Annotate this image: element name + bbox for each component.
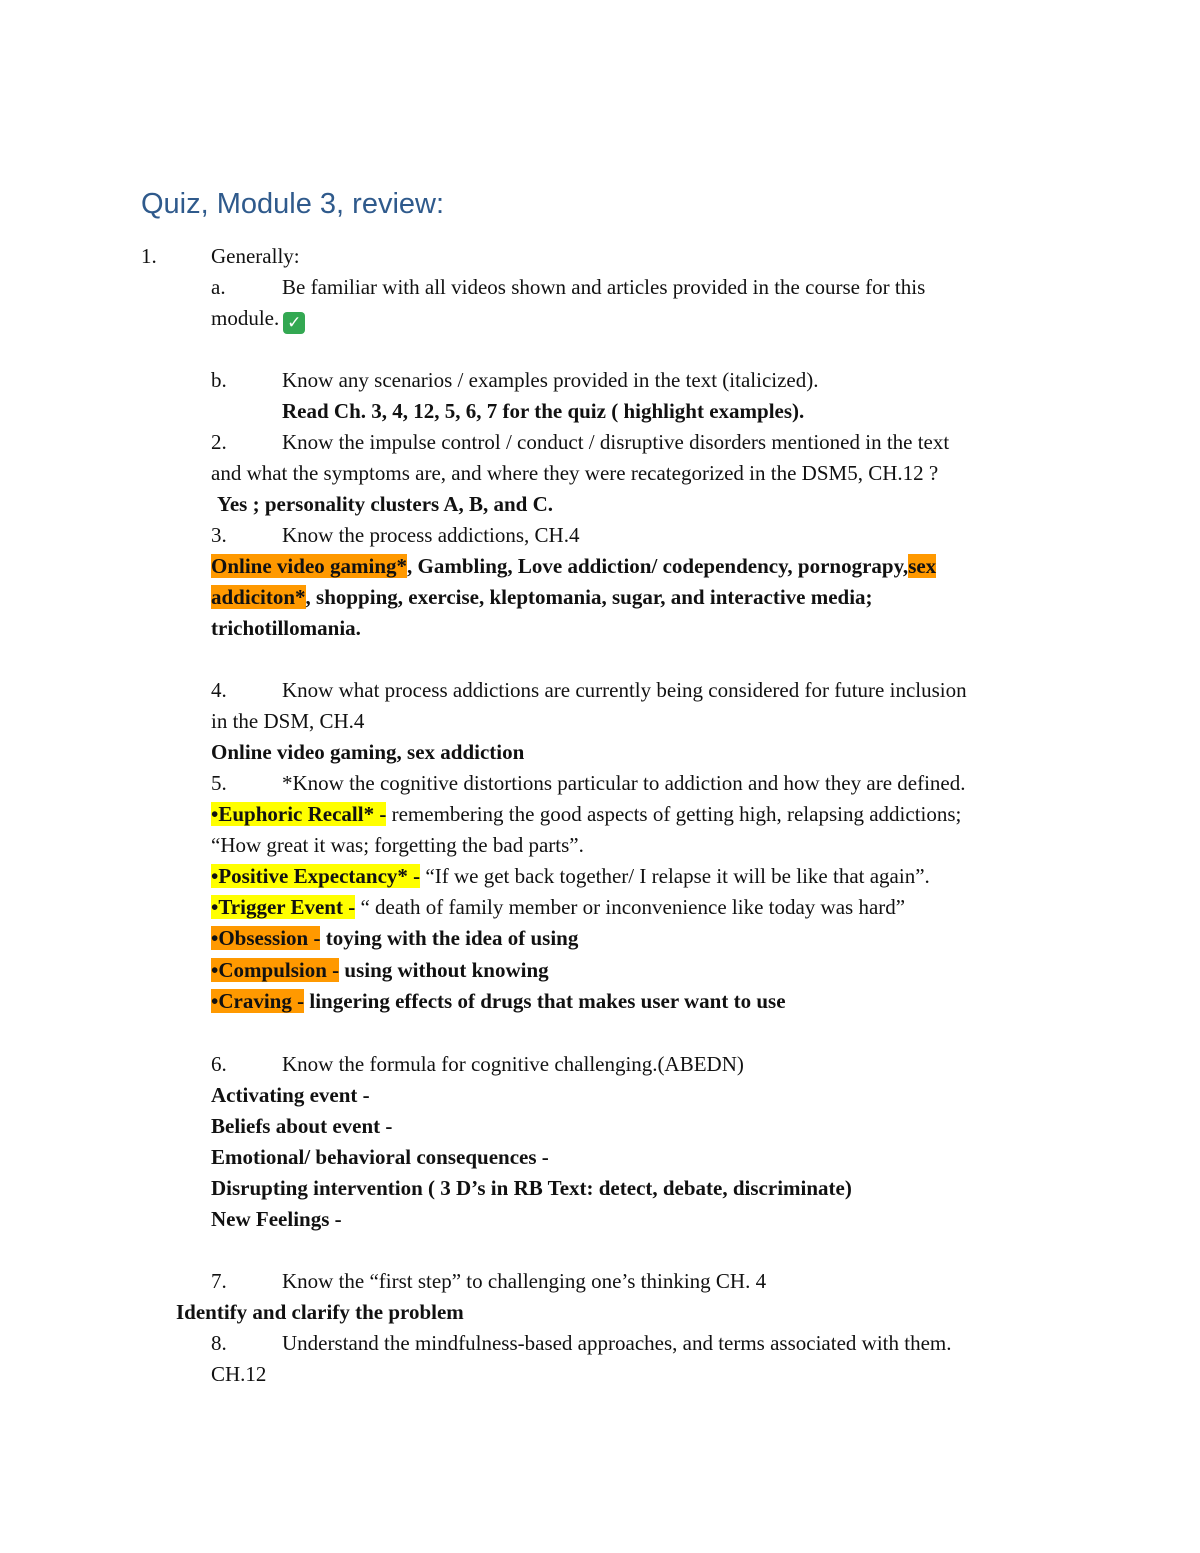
item-text: in the DSM, CH.4	[211, 709, 365, 733]
definition-text: “ death of family member or inconvenience like today was hard”	[355, 895, 906, 919]
definition-text: “If we get back together/ I relapse it will be like that again”.	[420, 864, 930, 888]
check-mark-icon: ✓	[283, 312, 305, 334]
answer-text: Identify and clarify the problem	[176, 1300, 464, 1324]
answer-text: Read Ch. 3, 4, 12, 5, 6, 7 for the quiz ( highlight examples).	[282, 399, 805, 423]
definition-text: “How great it was; forgetting the bad parts”.	[211, 833, 584, 857]
item-text: Know the “first step” to challenging one’s thinking CH. 4	[282, 1269, 767, 1293]
answer-line	[211, 551, 936, 582]
highlighted-term: addiciton*	[211, 585, 306, 609]
formula-line: Beliefs about event -	[211, 1114, 393, 1138]
highlighted-term: •Positive Expectancy* -	[211, 864, 421, 888]
item-number: 7.	[211, 1269, 227, 1293]
item-text: Know the impulse control / conduct / disruptive disorders mentioned in the text	[282, 430, 950, 454]
item-text: Know the formula for cognitive challenging.(ABEDN)	[282, 1052, 744, 1076]
definition-text: using without knowing	[339, 958, 549, 982]
definition-text: lingering effects of drugs that makes user want to use	[304, 989, 786, 1013]
distortion-craving	[211, 986, 786, 1017]
formula-line: Activating event -	[211, 1083, 370, 1107]
answer-text: trichotillomania.	[211, 616, 361, 640]
distortion-trigger-event	[211, 892, 905, 923]
subitem-label: a.	[211, 275, 226, 299]
formula-line: Emotional/ behavioral consequences -	[211, 1145, 549, 1169]
definition-text: toying with the idea of using	[320, 926, 579, 950]
highlighted-term: •Obsession -	[211, 926, 321, 950]
answer-text: Online video gaming, sex addiction	[211, 740, 525, 764]
highlighted-term: •Craving -	[211, 989, 305, 1013]
formula-line: New Feelings -	[211, 1207, 342, 1231]
formula-line: Disrupting intervention ( 3 D’s in RB Text: detect, debate, discriminate)	[211, 1176, 852, 1200]
answer-text: , Gambling, Love addiction/ codependency, pornograpy,	[407, 554, 909, 578]
highlighted-term: •Compulsion -	[211, 958, 340, 982]
subitem-text: Know any scenarios / examples provided in the text (italicized).	[282, 368, 819, 392]
distortion-obsession	[211, 923, 578, 954]
item-number: 5.	[211, 771, 227, 795]
item-text: Understand the mindfulness-based approaches, and terms associated with them.	[282, 1331, 952, 1355]
answer-line	[211, 582, 873, 613]
definition-text: remembering the good aspects of getting high, relapsing addictions;	[386, 802, 962, 826]
subitem-text: Be familiar with all videos shown and articles provided in the course for this	[282, 275, 926, 299]
highlighted-term: sex	[908, 554, 937, 578]
subitem-text: module.	[211, 306, 280, 330]
item-text: and what the symptoms are, and where they were recategorized in the DSM5, CH.12 ?	[211, 461, 939, 485]
item-number: 4.	[211, 678, 227, 702]
subitem-label: b.	[211, 368, 227, 392]
distortion-euphoric-recall	[211, 799, 961, 830]
item-number: 1.	[141, 244, 157, 268]
item-text: Generally:	[211, 244, 300, 268]
item-text: CH.12	[211, 1362, 267, 1386]
answer-text: Yes ; personality clusters A, B, and C.	[217, 492, 554, 516]
highlighted-term: •Euphoric Recall* -	[211, 802, 387, 826]
item-text: Know what process addictions are currently being considered for future inclusion	[282, 678, 967, 702]
item-number: 6.	[211, 1052, 227, 1076]
item-number: 3.	[211, 523, 227, 547]
answer-text: , shopping, exercise, kleptomania, sugar, and interactive media;	[305, 585, 873, 609]
item-text: Know the process addictions, CH.4	[282, 523, 580, 547]
highlighted-term: •Trigger Event -	[211, 895, 356, 919]
item-number: 8.	[211, 1331, 227, 1355]
item-number: 2.	[211, 430, 227, 454]
item-text: *Know the cognitive distortions particular to addiction and how they are defined.	[282, 771, 966, 795]
subitem-text-continued	[211, 303, 305, 334]
distortion-compulsion	[211, 955, 549, 986]
highlighted-term: Online video gaming*	[211, 554, 408, 578]
page-title: Quiz, Module 3, review:	[141, 188, 445, 220]
distortion-positive-expectancy	[211, 861, 930, 892]
